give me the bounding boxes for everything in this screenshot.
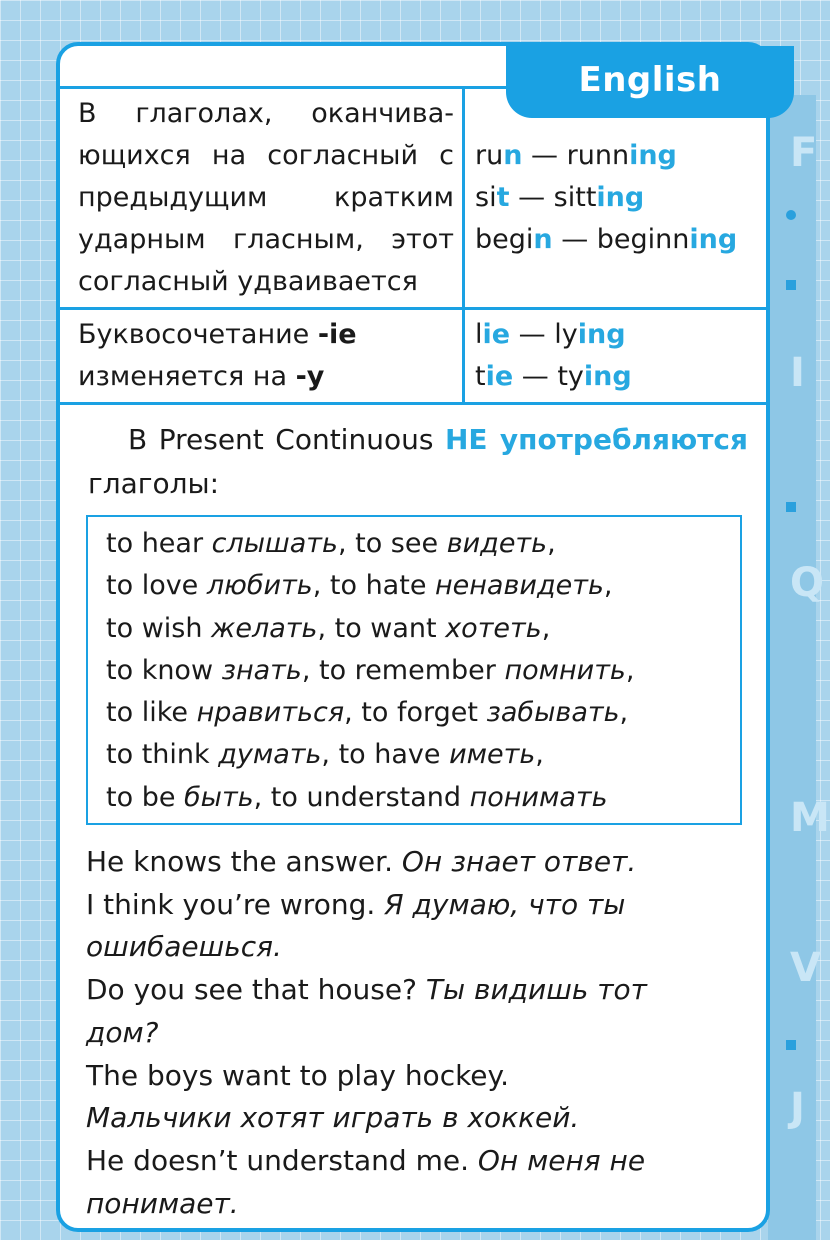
- decorative-letter: V: [790, 945, 821, 991]
- rule-row-doubling: [60, 88, 766, 309]
- example-line: Мальчики хотят играть в хоккей.: [86, 1101, 580, 1135]
- right-side-strip: [768, 95, 816, 1240]
- rule-examples: [464, 88, 767, 309]
- example-pair: lie — lying: [475, 319, 626, 350]
- decorative-letter: J: [790, 1085, 805, 1131]
- verb-line: to think думать, to have иметь,: [106, 739, 544, 771]
- decorative-dot: [786, 210, 796, 220]
- grammar-card: [56, 42, 770, 1232]
- decorative-square: [786, 1040, 796, 1050]
- decorative-square: [786, 502, 796, 512]
- verb-line: to be быть, to understand понимать: [106, 781, 608, 813]
- decorative-letter: M: [790, 795, 830, 841]
- verb-line: to hear слышать, to see видеть,: [106, 528, 556, 559]
- intro-paragraph: В Present Continuous НЕ употребляются глаголы:: [88, 423, 749, 500]
- rule-description: В глаголах, оканчивающихся на согласный с предыдущим кратким ударным гласным, этот согласный удваивается: [60, 88, 464, 309]
- rule-row-ie: [60, 309, 766, 404]
- example-line: ошибаешься.: [86, 930, 282, 964]
- verb-line: to know знать, to remember помнить,: [106, 654, 635, 686]
- example-line: I think you’re wrong. Я думаю, что ты: [86, 887, 626, 921]
- decorative-square: [786, 280, 796, 290]
- rule-examples: [464, 309, 767, 404]
- decorative-letter: F: [790, 130, 818, 176]
- example-pair: tie — tying: [475, 361, 632, 392]
- verb-line: to love любить, to hate ненавидеть,: [106, 570, 613, 602]
- example-line: Do you see that house? Ты видишь тот: [86, 973, 647, 1007]
- example-line: The boys want to play hockey.: [86, 1058, 510, 1092]
- stative-verbs-box: [86, 515, 742, 825]
- example-line: дом?: [86, 1015, 159, 1049]
- verb-line: to like нравиться, to forget забывать,: [106, 697, 629, 729]
- decorative-letter: Q: [790, 560, 825, 606]
- decorative-letter: I: [790, 350, 805, 396]
- example-line: He doesn’t understand me. Он меня не: [86, 1143, 646, 1177]
- english-tab: English: [506, 46, 794, 118]
- example-line: понимает.: [86, 1186, 239, 1220]
- example-pair: sit — sitting: [475, 182, 645, 213]
- rules-table: [60, 86, 766, 405]
- example-pair: begin — beginning: [475, 224, 738, 255]
- example-line: He knows the answer. Он знает ответ.: [86, 845, 637, 878]
- verb-line: to wish желать, to want хотеть,: [106, 612, 551, 644]
- examples-section: [86, 841, 756, 1225]
- example-pair: run — running: [475, 140, 677, 171]
- rule-description: Буквосочетание -ie изменяется на -y: [60, 309, 464, 404]
